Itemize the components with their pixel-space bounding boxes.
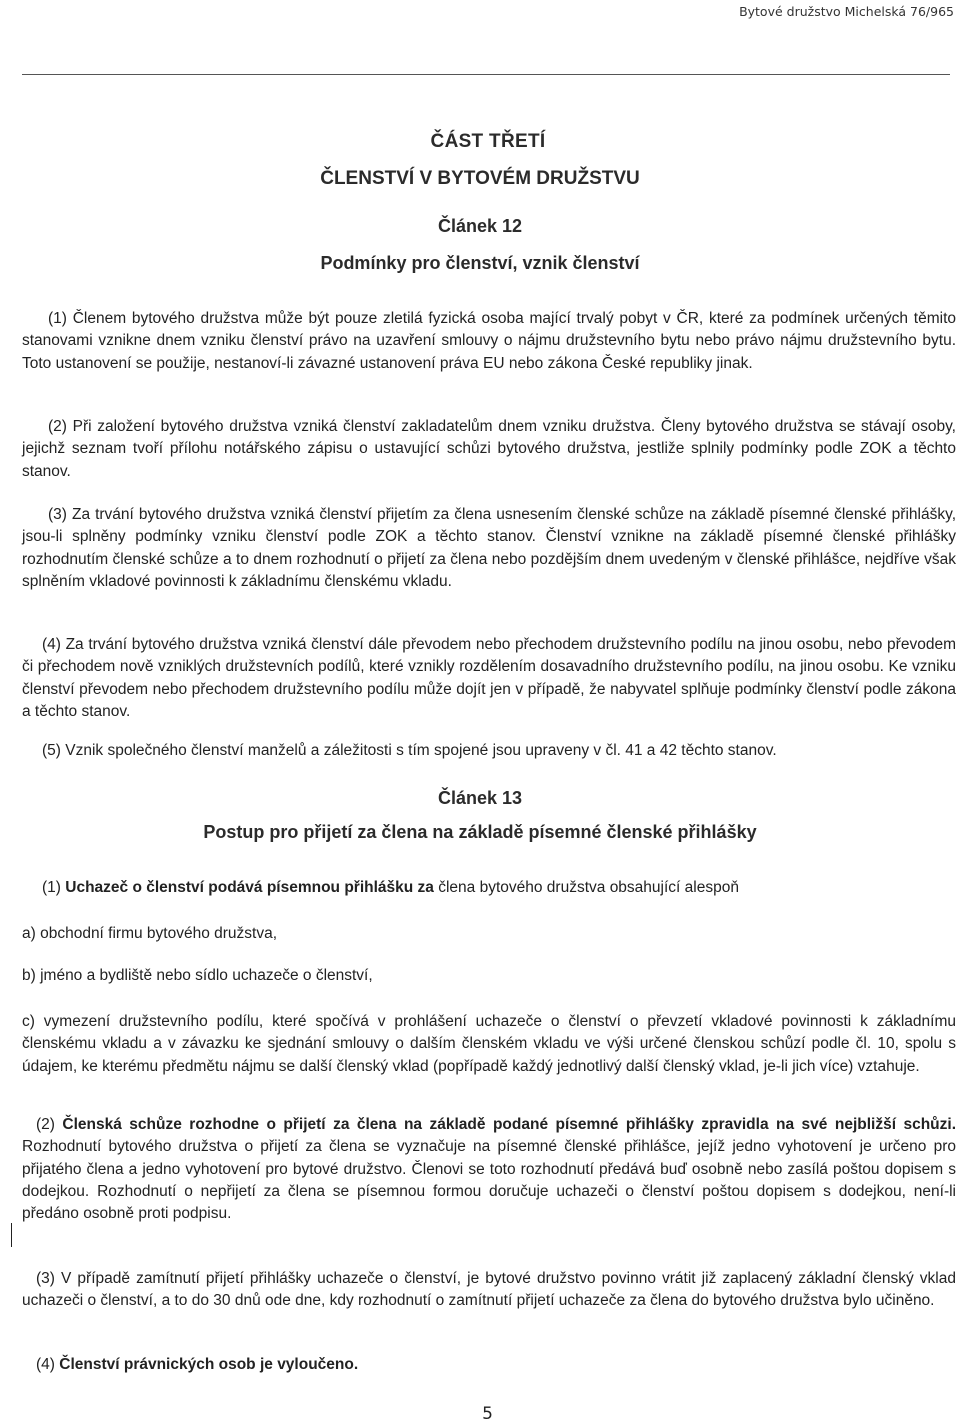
article-12-paragraph-5: (5) Vznik společného členství manželů a záležitosti s tím spojené jsou upraveny v čl. 41 a 42 těchto stanov. [42,742,777,759]
article-13-paragraph-1: (1) Uchazeč o členství podává písemnou přihlášku za člena bytového družstva obsahující alespoň [42,879,739,896]
page-number: 5 [482,1404,493,1424]
article-13-number: Článek 13 [437,788,523,808]
article-12-paragraph-1: (1) Členem bytového družstva může být pouze zletilá fyzická osoba mající trvalý pobyt v ČR, které za podmínek určených těmito stanovami vznikne dnem vzniku členství právo na uzavření smlouvy o nájmu družstevního bytu nebo právo nájmu družstevního bytu. Toto ustanovení se použije, nestanoví-li závazné ustanovení práva EU nebo zákona České republiky jinak. [22,310,956,372]
list-item-a: a) obchodní firmu bytového družstva, [22,925,278,942]
part-title: ČLENSTVÍ V BYTOVÉM DRUŽSTVU [320,168,640,189]
revision-change-bar [11,1223,12,1247]
article-12-paragraph-2: (2) Při založení bytového družstva vzniká členství zakladatelům dnem vzniku družstva. Členy bytového družstva se stávají osoby, jejichž seznam tvoří přílohu notářského zápisu o ustavující schůzi bytového družstva, jestliže splnily podmínky podle ZOK a těchto stanov. [22,418,956,480]
article-12-number: Článek 12 [437,216,523,236]
article-12-paragraph-4: (4) Za trvání bytového družstva vzniká členství dále převodem nebo přechodem družstevního podílu na jinou osobu, nebo převodem či přechodem nově vzniklých družstevních podílů, které vznikly rozdělením dosavadního družstevního podílu, na jinou osobu. Ke vzniku členství převodem nebo přechodem družstevního podílu může dojít jen v případě, že nabyvatel splňuje podmínky členství podle zákona a těchto stanov. [22,636,956,720]
article-12-title: Podmínky pro členství, vznik členství [320,253,640,273]
part-heading: ČÁST TŘETÍ [430,131,546,152]
header-rule [22,74,950,75]
running-header: Bytové družstvo Michelská 76/965 [739,4,954,19]
list-item-b: b) jméno a bydliště nebo sídlo uchazeče o členství, [22,967,373,984]
article-13-paragraph-4: (4) Členství právnických osob je vyloučeno. [36,1356,359,1373]
article-13-title: Postup pro přijetí za člena na základě písemné členské přihlášky [203,822,757,842]
list-item-c: c) vymezení družstevního podílu, které spočívá v prohlášení uchazeče o členství o převzetí vkladové povinnosti k základnímu členskému vkladu a v závazku ke sjednání smlouvy o dalším členském vkladu ve výši určené členskou schůzí podle čl. 10, spolu s údajem, ke kterému předmětu nájmu se další členský vklad (popřípadě každý jednotlivý další členský vklad, je-li jich více) vztahuje. [22,1013,956,1075]
article-13-paragraph-3: (3) V případě zamítnutí přijetí přihlášky uchazeče o členství, je bytové družstvo povinno vrátit již zaplacený základní členský vklad uchazeči o členství, a to do 30 dnů ode dne, kdy rozhodnutí o zamítnutí přijetí uchazeče za člena do bytového družstva bylo učiněno. [22,1270,956,1310]
article-12-paragraph-3: (3) Za trvání bytového družstva vzniká členství přijetím za člena usnesením členské schůze na základě písemné členské přihlášky, jsou-li splněny podmínky vzniku členství podle ZOK a těchto stanov. Členství vznikne na základě písemné členské přihlášky rozhodnutím členské schůze a to dnem rozhodnutí o přijetí za člena nebo pozdějším dnem uvedeným v členské přihlášce, nejdříve však splněním vkladové povinnosti k základnímu členskému vkladu. [22,506,956,590]
article-13-paragraph-2: (2) Členská schůze rozhodne o přijetí za člena na základě podané písemné přihlášky zpravidla na své nejbližší schůzi. Rozhodnutí bytového družstva o přijetí za člena se vyznačuje na písemné členské přihlášce, jejíž jedno vyhotovení je určeno pro přijatého člena a jedno vyhotovení pro bytové družstvo. Členovi se toto rozhodnutí předává buď osobně nebo zasílá poštou dopisem s dodejkou. Rozhodnutí o nepřijetí za člena se písemnou formou doručuje uchazeči o členství poštou dopisem s dodejkou, není-li předáno osobně proti podpisu. [22,1116,957,1223]
